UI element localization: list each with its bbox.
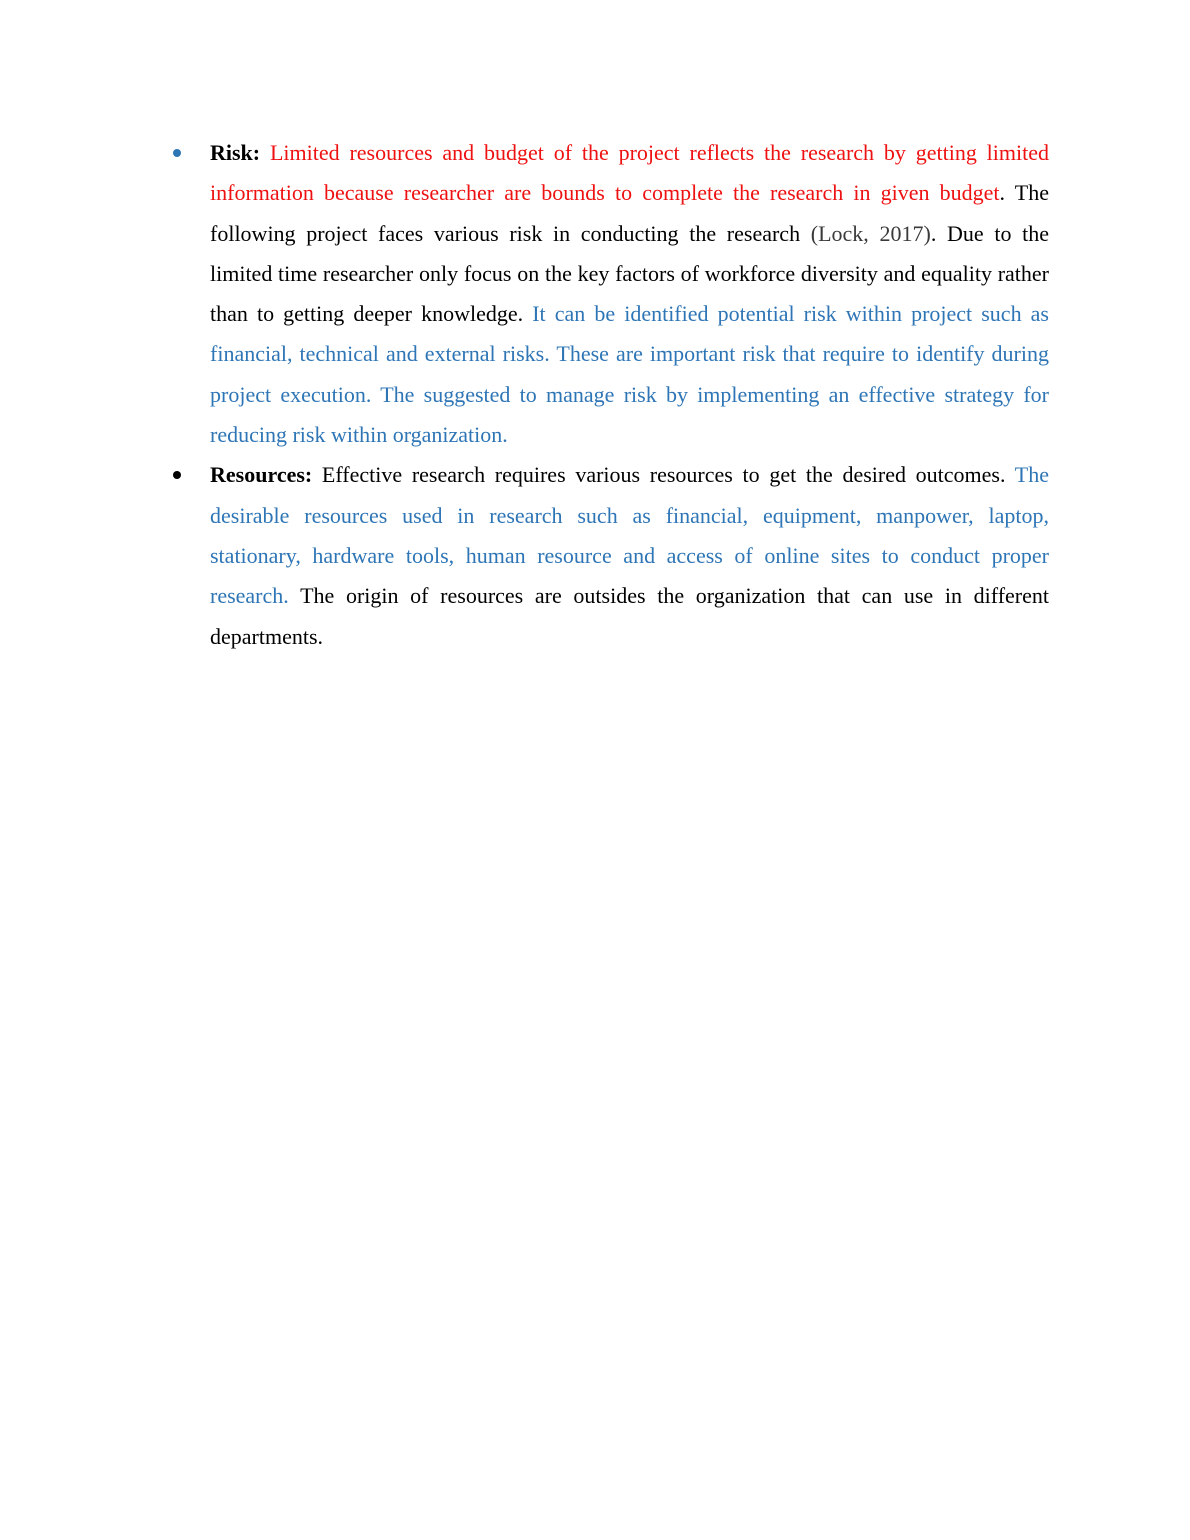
risk-black-text-2: . Due to the limited time researcher only focus on the key factors of workforce diversity and equality rather than to getting deeper knowledge.: [210, 220, 1050, 327]
resources-blue-text: The desirable resources used in research such as financial, equipment, manpower, laptop, stationary, hardware tools, human resource and access of online sites to conduct proper research.: [210, 462, 1049, 609]
resources-black-text-2: The origin of resources are outsides the organization that can use in different departments.: [210, 583, 1049, 649]
list-item-risk: [210, 133, 1049, 455]
risk-blue-text: It can be identified potential risk within project such as financial, technical and external risks. These are important risk that require to identify during project execution. The suggested to manage risk by implementing an effective strategy for reducing risk within organization.: [210, 301, 1049, 448]
bullet-dot-icon: [173, 471, 181, 479]
resources-label: Resources:: [210, 462, 313, 488]
bullet-dot-icon: [173, 149, 181, 157]
citation: (Lock, 2017): [810, 220, 931, 246]
resources-black-text-1: Effective research requires various resources to get the desired outcomes.: [321, 462, 1006, 488]
bullet-list: [210, 133, 1049, 657]
risk-label: Risk:: [210, 140, 261, 165]
risk-black-text-1: . The following project faces various risk in conducting the research: [210, 180, 1049, 246]
risk-red-text: Limited resources and budget of the project reflects the research by getting limited information because researcher are bounds to complete the research in given budget: [210, 140, 1049, 206]
list-item-resources: [210, 455, 1049, 656]
